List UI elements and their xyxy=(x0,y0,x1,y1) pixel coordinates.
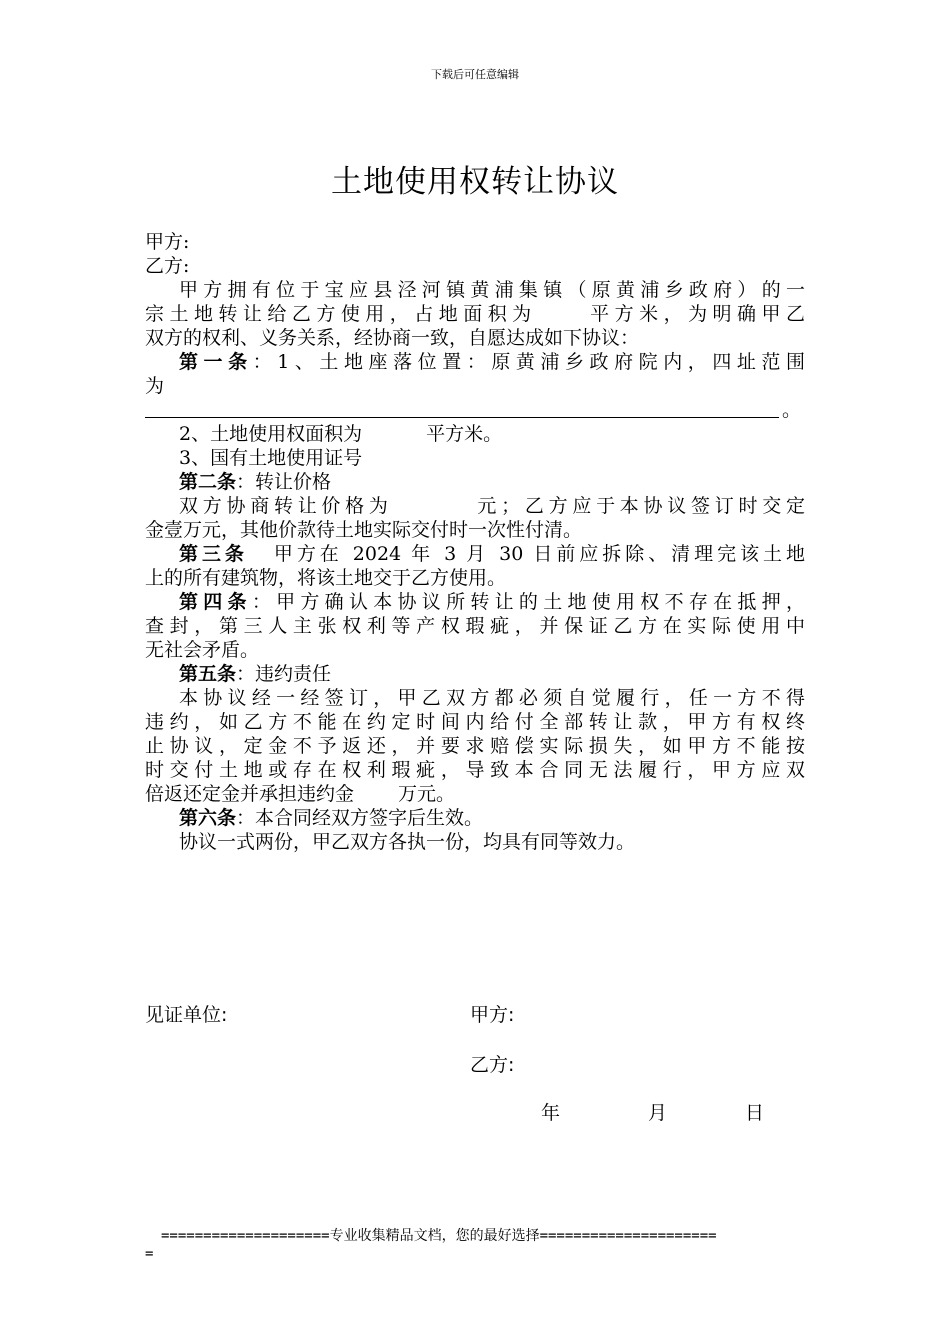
article-5-line-5 xyxy=(145,782,805,806)
article-1-line-1 xyxy=(145,350,805,374)
party-b-label: 乙方: xyxy=(145,255,190,277)
intro-area-text: 宗土地转让给乙方使用，占地面积为 xyxy=(145,303,537,325)
article-1-item-3: 3、国有土地使用证号 xyxy=(179,447,363,469)
area-label: 2、土地使用权面积为 xyxy=(179,423,363,445)
article-3-line-1 xyxy=(145,542,805,566)
article-2-heading: 第二条 xyxy=(179,471,237,493)
article-5-title: ：违约责任 xyxy=(236,663,332,685)
page-header-note: 下载后可任意编辑 xyxy=(431,68,519,81)
footer-text: ====================专业收集精品文档，您的最好选择===================== xyxy=(161,1228,717,1244)
article-1-line-2: 为 xyxy=(145,375,165,397)
article-4-line-2: 查封，第三人主张权利等产权瑕疵，并保证乙方在实际使用中 xyxy=(145,615,805,637)
boundary-fill-line xyxy=(145,398,805,422)
intro-line-1: 甲方拥有位于宝应县泾河镇黄浦集镇（原黄浦乡政府）的一 xyxy=(179,279,805,301)
penalty-label: 倍返还定金并承担违约金 xyxy=(145,783,355,805)
article-5-heading-line xyxy=(145,662,805,686)
page-footer xyxy=(145,1227,807,1263)
article-6-text: ：本合同经双方签字后生效。 xyxy=(236,807,484,829)
price-label: 双方协商转让价格为 xyxy=(179,495,393,517)
article-4-line-1 xyxy=(145,590,805,614)
article-6-heading: 第六条 xyxy=(179,807,237,829)
article-1-heading: 第一条 xyxy=(179,351,253,373)
date-year: 年 xyxy=(541,1102,561,1124)
article-6-line-1 xyxy=(145,806,805,830)
article-6-line-2: 协议一式两份，甲乙双方各执一份，均具有同等效力。 xyxy=(179,831,636,853)
article-2-heading-line xyxy=(145,470,805,494)
article-1-item-2 xyxy=(145,422,805,446)
article-1-text: ：1、土地座落位置：原黄浦乡政府院内，四址范围 xyxy=(252,351,805,373)
boundary-line-end: 。 xyxy=(781,399,801,421)
date-month: 月 xyxy=(648,1102,668,1124)
price-unit: 元；乙方应于本协议签订时交定 xyxy=(472,495,805,517)
article-5-line-2: 违约，如乙方不能在约定时间内给付全部转让款，甲方有权终 xyxy=(145,711,805,733)
article-5-line-4: 时交付土地或存在权利瑕疵，导致本合同无法履行，甲方应双 xyxy=(145,759,805,781)
signature-party-b: 乙方: xyxy=(470,1054,515,1076)
article-5-line-1: 本协议经一经签订，甲乙双方都必须自觉履行，任一方不得 xyxy=(179,687,805,709)
article-5-heading: 第五条 xyxy=(179,663,237,685)
intro-line-2 xyxy=(145,302,805,326)
article-4-heading: 第四条 xyxy=(179,591,252,613)
article-2-line-2: 金壹万元，其他价款待土地实际交付时一次性付清。 xyxy=(145,519,583,541)
article-4-line-3: 无社会矛盾。 xyxy=(145,639,260,661)
intro-area-unit: 平方米，为明确甲乙 xyxy=(584,303,805,325)
witness-label: 见证单位: xyxy=(145,1004,228,1026)
article-3-heading: 第三条 xyxy=(179,543,248,565)
article-3-text: 甲方在 2024 年 3 月 30 日前应拆除、清理完该土地 xyxy=(269,543,805,565)
article-5-line-3: 止协议，定金不予返还，并要求赔偿实际损失，如甲方不能按 xyxy=(145,735,805,757)
intro-line-3: 双方的权利、义务关系，经协商一致，自愿达成如下协议： xyxy=(145,327,640,349)
agreement-body xyxy=(145,230,805,854)
area-unit: 平方米。 xyxy=(426,423,503,445)
penalty-unit: 万元。 xyxy=(398,783,456,805)
party-a-label: 甲方: xyxy=(145,231,190,253)
blank-underline xyxy=(145,417,779,418)
footer-tail: = xyxy=(145,1246,154,1262)
article-4-text: ：甲方确认本协议所转让的土地使用权不存在抵押， xyxy=(251,591,805,613)
signature-party-a: 甲方: xyxy=(470,1004,515,1026)
article-2-line-1 xyxy=(145,494,805,518)
date-day: 日 xyxy=(745,1102,765,1124)
document-title: 土地使用权转让协议 xyxy=(331,164,619,200)
article-3-line-2: 上的所有建筑物，将该土地交于乙方使用。 xyxy=(145,567,507,589)
article-2-title: ：转让价格 xyxy=(236,471,332,493)
